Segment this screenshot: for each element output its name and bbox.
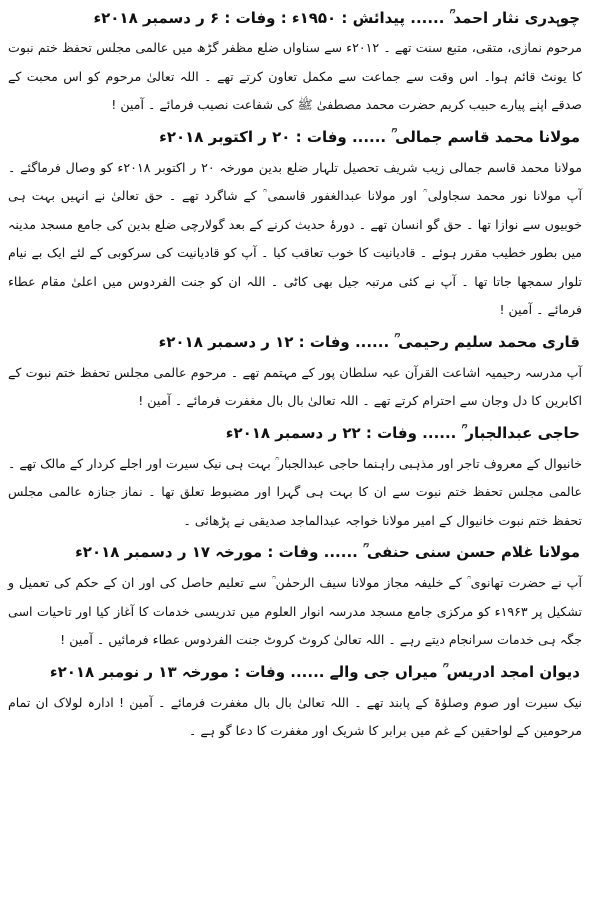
- entry-body: مرحوم نمازی، متقی، متبع سنت تھے ۔ ۲۰۱۲ء سے سناواں ضلع مظفر گڑھ میں عالمی مجلس تحفظ ختم نبوت کا یونٹ قائم ہوا۔ اس وقت سے جماعت سے مکمل تعاون کرتے تھے ۔ اللہ تعالیٰ مرحوم کو اس محبت کے صدقے اپنے پیارے حبیب کریم حضرت محمد مصطفیٰ ﷺ کی شفاعت نصیب فرمائے ۔ آمین !: [8, 40, 582, 112]
- obituary-entry: [8, 535, 582, 655]
- entry-heading: مولانا غلام حسن سنی حنفی ؒ ...... وفات : مورخہ ۱۷ ر دسمبر ۲۰۱۸ء: [75, 543, 580, 561]
- entry-body: مولانا محمد قاسم جمالی زیب شریف تحصیل تلہار ضلع بدین مورخہ ۲۰ ر اکتوبر ۲۰۱۸ء کو وصال فرماگئے ۔ آپ مولانا نور محمد سجاولی ؒ اور مولانا عبدالغفور قاسمی ؒ کے شاگرد تھے ۔ حق تعالیٰ نے انہیں بہت ہی خوبیوں سے نوازا تھا ۔ حق گو انسان تھے ۔ دورۂ حدیث کرنے کے بعد گولارچی ضلع بدین کی جامع مسجد مدینہ میں بطور خطیب مقرر ہوئے ۔ قادیانیت کا خوب تعاقب کیا ۔ آپ کو قادیانیت کی سرکوبی کے لئے ایک بے نیام تلوار سمجھا جاتا تھا ۔ آپ نے کئی مرتبہ جیل بھی کاٹی ۔ اللہ ان کو جنت الفردوس میں اعلیٰ مقام عطاء فرمائے ۔ آمین !: [8, 159, 582, 317]
- obituary-entry: [8, 655, 582, 746]
- entry-body: خانیوال کے معروف تاجر اور مذہبی راہنما حاجی عبدالجبار ؒ بہت ہی نیک سیرت اور اجلے کردار کے مالک تھے ۔ عالمی مجلس تحفظ ختم نبوت سے ان کا بہت ہی گہرا اور مضبوط تعلق تھا ۔ نماز جنازہ عالمی مجلس تحفظ ختم نبوت خانیوال کے امیر مولانا خواجہ عبدالماجد صدیقی نے پڑھائی ۔: [8, 455, 582, 528]
- entry-body: آپ مدرسہ رحیمیہ اشاعت القرآن عبہ سلطان پور کے مہتمم تھے ۔ مرحوم عالمی مجلس تحفظ ختم نبوت کے اکابرین کا دل وجان سے احترام کرتے تھے ۔ اللہ تعالیٰ بال بال مغفرت فرمائے ۔ آمین !: [8, 364, 582, 408]
- entry-heading: چوہدری نثار احمد ؒ ...... پیدائش : ۱۹۵۰ء : وفات : ۶ ر دسمبر ۲۰۱۸ء: [93, 9, 580, 27]
- entry-heading: دیوان امجد ادریس ؒ میراں جی والے ...... وفات : مورخہ ۱۳ ر نومبر ۲۰۱۸ء: [49, 662, 580, 681]
- entry-heading: قاری محمد سلیم رحیمی ؒ ...... وفات : ۱۲ ر دسمبر ۲۰۱۸ء: [158, 332, 580, 351]
- obituary-entry: [8, 416, 582, 536]
- obituary-entry: [8, 120, 582, 325]
- obituary-entry: [8, 2, 582, 120]
- entry-heading: مولانا محمد قاسم جمالی ؒ ...... وفات : ۲۰ ر اکتوبر ۲۰۱۸ء: [159, 127, 580, 146]
- entry-body: نیک سیرت اور صوم وصلوٰۃ کے پابند تھے ۔ اللہ تعالیٰ بال بال مغفرت فرمائے ۔ آمین ! ادارہ لولاک ان تمام مرحومین کے لواحقین کے غم میں برابر کا شریک اور مغفرت کا دعا گو ہے ۔: [8, 694, 582, 738]
- entry-heading: حاجی عبدالجبار ؒ ...... وفات : ۲۲ ر دسمبر ۲۰۱۸ء: [225, 423, 580, 442]
- entry-body: آپ نے حضرت تھانوی ؒ کے خلیفہ مجاز مولانا سیف الرحمٰن ؒ سے تعلیم حاصل کی اور ان کے حکم کی تعمیل و تشکیل پر ۱۹۶۳ء کو مرکزی جامع مسجد مدرسہ انوار العلوم میں تدریسی خدمات کا آغاز کیا اور تاحیات اسی جگہ ہی خدمات سرانجام دیتے رہے ۔ اللہ تعالیٰ کروٹ کروٹ جنت الفردوس عطاء فرمائیں ۔ آمین !: [8, 575, 582, 647]
- obituary-entry: [8, 325, 582, 416]
